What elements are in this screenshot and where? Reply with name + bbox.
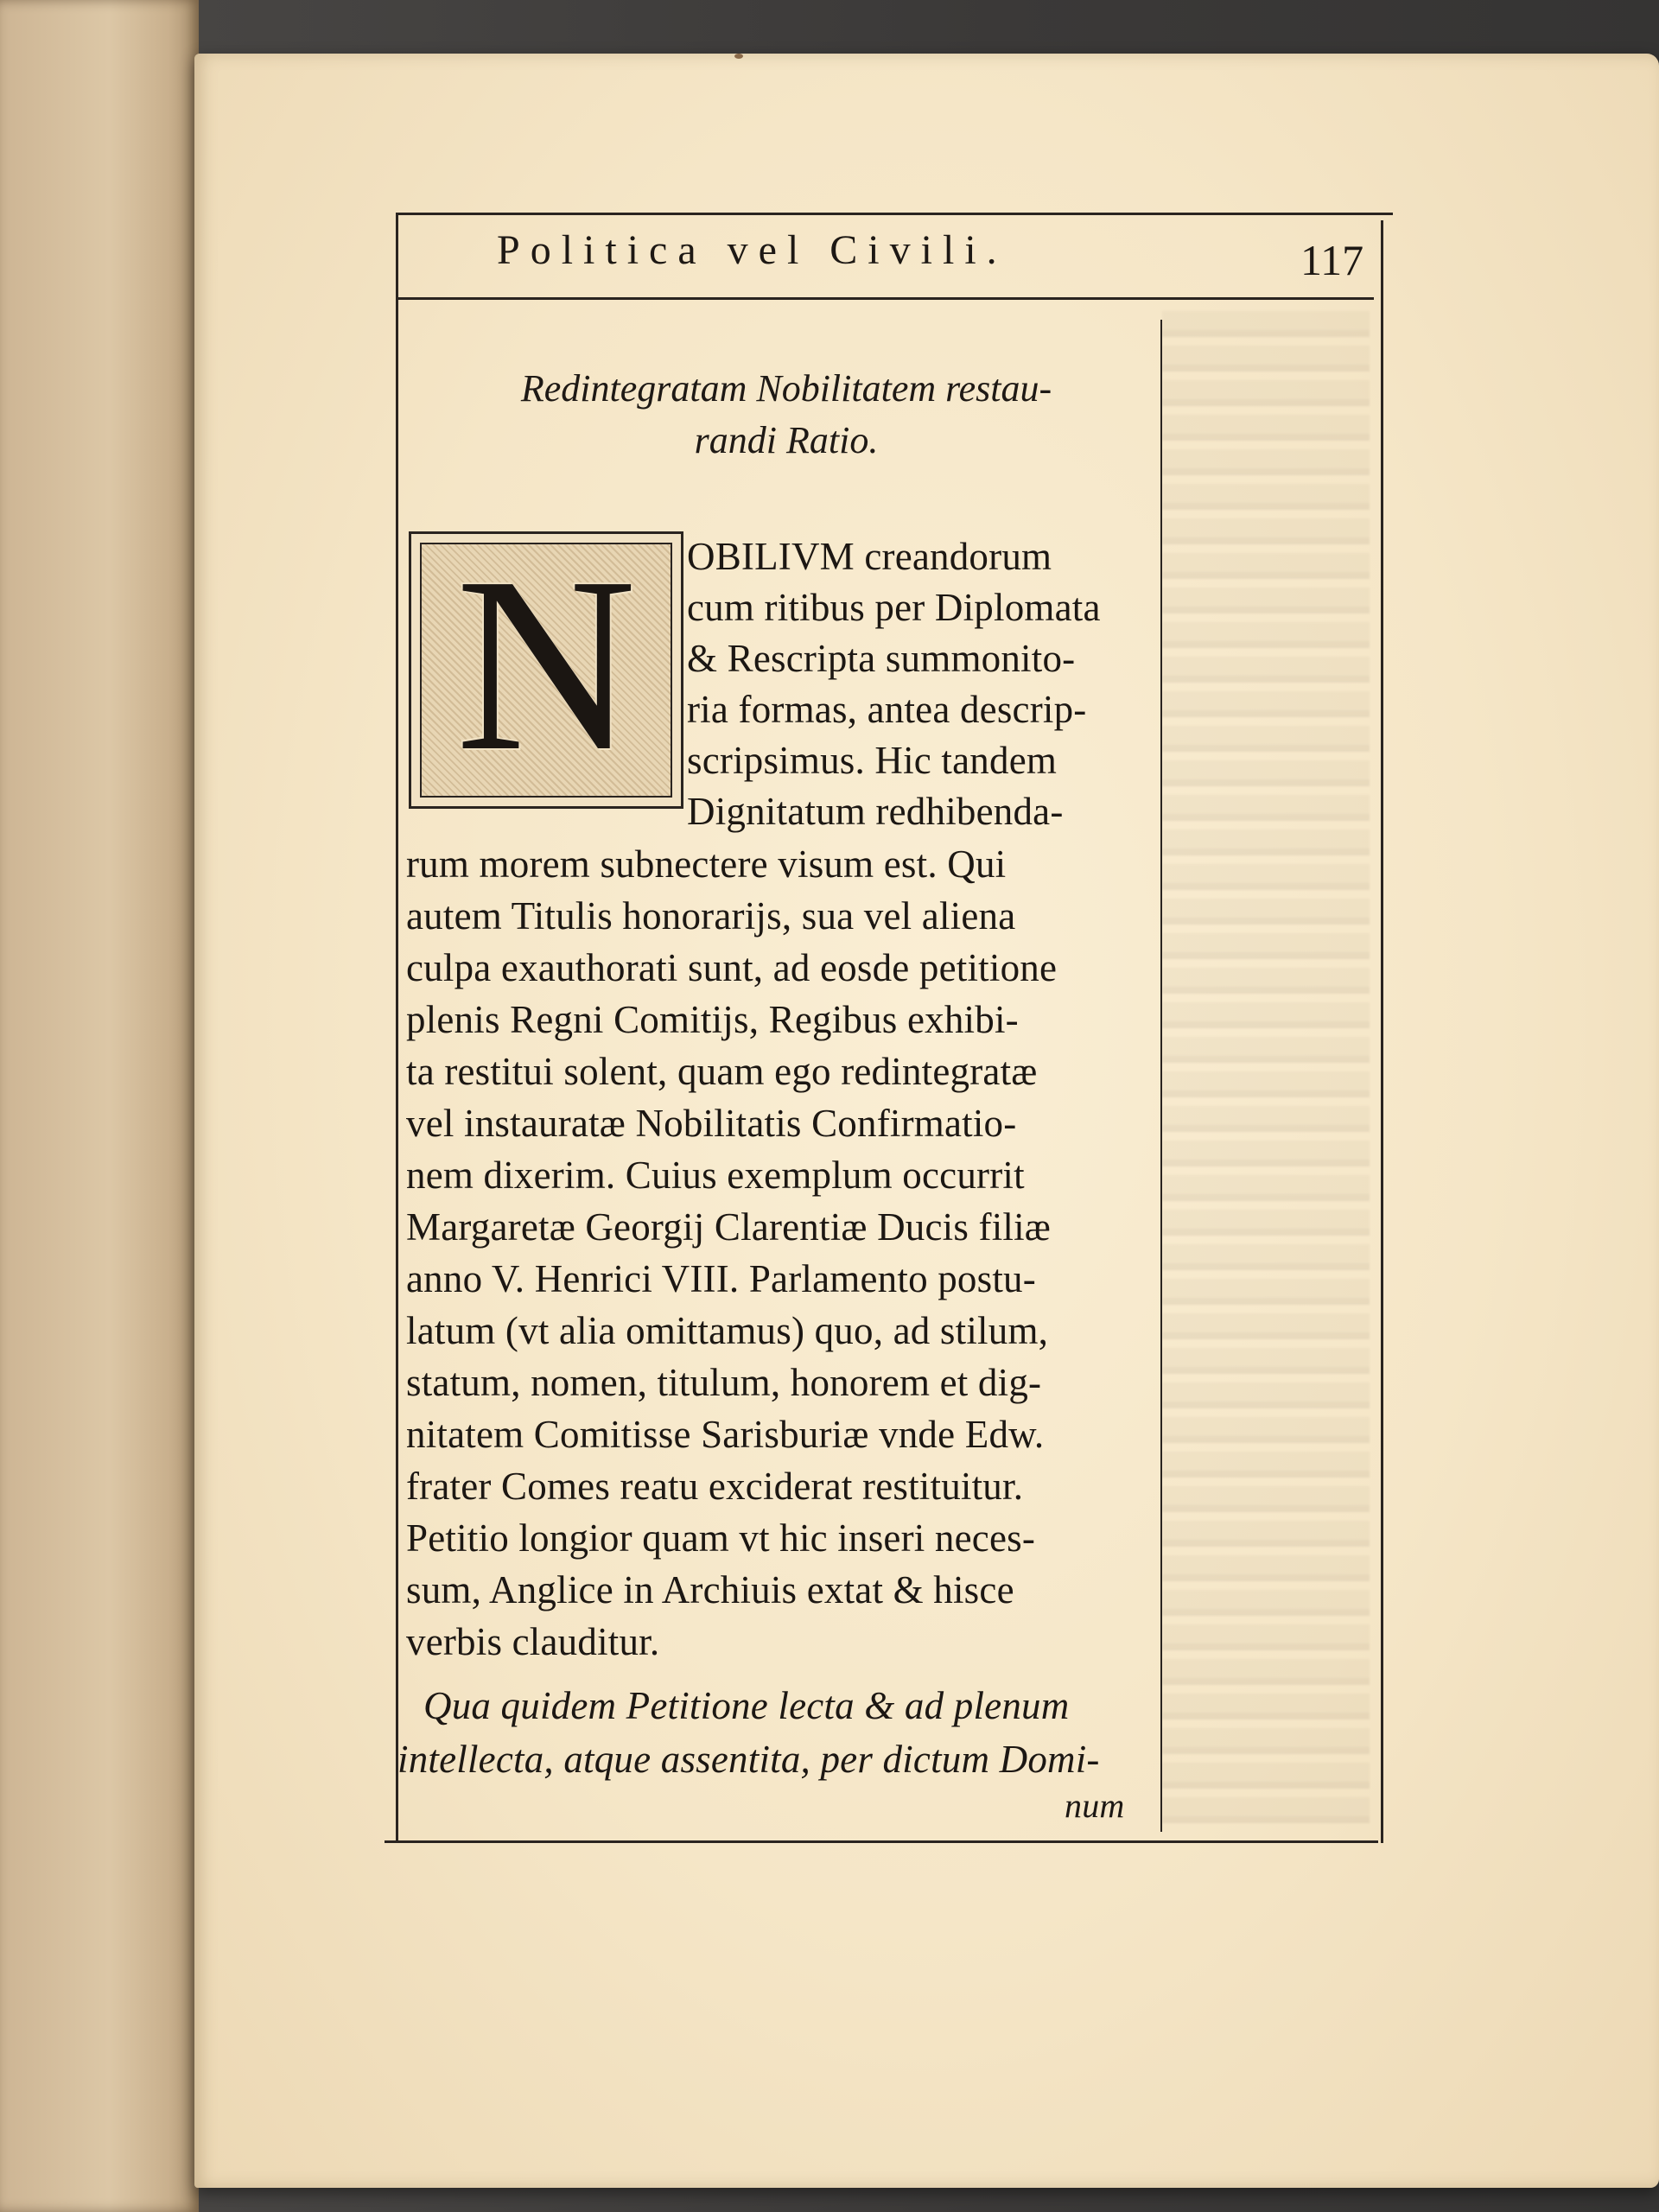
body-line: ta restitui solent, quam ego redintegratæ <box>406 1050 1038 1093</box>
running-head: Politica vel Civili. <box>497 227 1007 273</box>
paper-blemish <box>734 54 743 59</box>
body-line: sum, Anglice in Archiuis extat & hisce <box>406 1568 1014 1611</box>
frame-top-rule <box>397 213 1393 215</box>
body-line: autem Titulis honorarijs, sua vel aliena <box>406 894 1016 938</box>
section-heading-line: randi Ratio. <box>694 419 879 461</box>
header-rule <box>397 297 1374 300</box>
show-through-text <box>1162 311 1370 1823</box>
body-line: scripsimus. Hic tandem <box>687 739 1058 782</box>
facing-page-edge <box>0 0 199 2212</box>
frame-bottom-rule <box>385 1840 1378 1843</box>
body-line: OBILIVM creandorum <box>687 535 1052 578</box>
closing-line: Qua quidem Petitione lecta & ad plenum <box>423 1684 1070 1727</box>
decorated-initial <box>409 525 683 809</box>
body-line: cum ritibus per Diplomata <box>687 586 1101 629</box>
initial-letter: N <box>455 525 637 803</box>
body-line: & Rescripta summonito- <box>687 637 1076 680</box>
body-line: frater Comes reatu exciderat restituitur. <box>406 1465 1024 1508</box>
frame-right-rule <box>1381 220 1383 1843</box>
body-line: statum, nomen, titulum, honorem et dig- <box>406 1361 1042 1404</box>
section-heading-line: Redintegratam Nobilitatem restau- <box>520 367 1052 410</box>
body-line: culpa exauthorati sunt, ad eosde petitione <box>406 946 1058 989</box>
body-line: vel instauratæ Nobilitatis Confirmatio- <box>406 1102 1017 1145</box>
margin-column-rule <box>1160 320 1162 1832</box>
body-line: Dignitatum redhibenda- <box>687 790 1064 833</box>
body-line: plenis Regni Comitijs, Regibus exhibi- <box>406 998 1019 1041</box>
body-line: rum morem subnectere visum est. Qui <box>406 842 1007 886</box>
body-line: nitatem Comitisse Sarisburiæ vnde Edw. <box>406 1413 1045 1456</box>
body-line: ria formas, antea descrip- <box>687 688 1087 731</box>
page-number: 117 <box>1300 236 1364 284</box>
body-line: Margaretæ Georgij Clarentiæ Ducis filiæ <box>406 1205 1052 1249</box>
closing-line: intellecta, atque assentita, per dictum Domi- <box>397 1738 1100 1781</box>
section-heading <box>441 363 1132 467</box>
body-line: nem dixerim. Cuius exemplum occurrit <box>406 1154 1025 1197</box>
body-line: Petitio longior quam vt hic inseri neces- <box>406 1516 1036 1560</box>
body-line: latum (vt alia omittamus) quo, ad stilum, <box>406 1309 1049 1352</box>
frame-left-rule <box>396 213 398 1842</box>
body-line: verbis clauditur. <box>406 1620 660 1663</box>
body-line: anno V. Henrici VIII. Parlamento postu- <box>406 1257 1036 1300</box>
catchword: num <box>1065 1786 1125 1825</box>
